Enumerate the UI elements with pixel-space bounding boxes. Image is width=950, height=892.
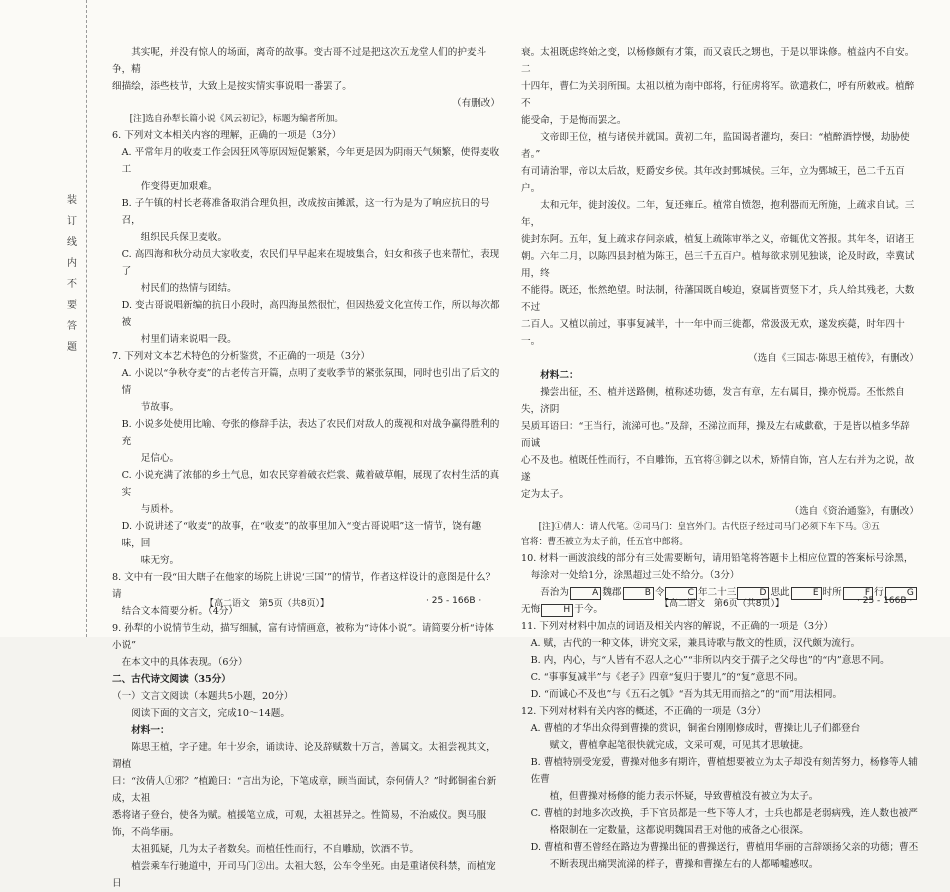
left-text-line: 材料一：: [131, 725, 170, 736]
left-text-line: 与质朴。: [140, 504, 180, 515]
boxes-text-segment: 于今。: [574, 604, 603, 615]
boxes-text-segment: 无悔: [521, 604, 541, 615]
right-text-line: 朝。六年二月，以陈四县封植为陈王，邑三千五百户。植每欲求别见独谈，论及时政，幸冀试用，终: [521, 251, 915, 279]
left-text-line: 9. 孙犁的小说情节生动，描写细腻，富有诗情画意，被称为“诗体小说”。请简要分析“诗体小说”: [112, 623, 494, 651]
left-text-line: 太祖狐疑，几为太子者数矣。而植任性而行，不自雕励，饮酒不节。: [131, 844, 419, 855]
left-text-line: 阅读下面的文言文，完成10～14题。: [131, 708, 290, 719]
left-text-line: 组织民兵保卫麦收。: [140, 232, 228, 243]
right-text-line: 官将：曹丕被立为太子前，任五官中郎将。: [521, 537, 689, 547]
left-text-line: A. 小说以“争秋夺麦”的古老传言开篇，点明了麦收季节的紧张氛围，同时也引出了后文的情: [121, 368, 500, 396]
left-text-line: 其实呢，并没有惊人的场面，离奇的故事。变古哥不过是把这次五龙堂人们的护麦斗争，精: [112, 47, 487, 75]
left-text-line: B. 小说多处使用比喻、夸张的修辞手法，表达了农民们对敌人的蔑视和对战争赢得胜利的充: [121, 419, 500, 447]
left-text-line: 植尝乘车行驰道中，开司马门②出。太祖大怒，公车令坐死。由是重诸侯科禁，而植宠日: [112, 861, 496, 889]
boxes-text-segment: 时所: [822, 587, 842, 598]
boxes-text-segment: 年二十三: [697, 587, 737, 598]
answer-option-box[interactable]: B: [623, 587, 654, 600]
right-text-line: （选自《资治通鉴》，有删改）: [789, 506, 919, 517]
left-text-line: 陈思王植，字子建。年十岁余，诵读诗、论及辞赋数十万言，善属文。太祖尝视其文，谓植: [112, 742, 496, 770]
right-text-line: 衰。太祖既虑终始之变，以杨修颇有才策，而又袁氏之甥也，于是以罪诛修。植益内不自安。二: [521, 47, 915, 75]
boxes-text-segment: 魏郡: [602, 587, 622, 598]
right-text-line: （选自《三国志·陈思王植传》，有删改）: [748, 353, 919, 364]
footer-right-code: · 25 - 166B ·: [857, 596, 913, 606]
boxes-text-segment: 令: [654, 587, 665, 598]
right-text-line: 二百人。又植以前过，事事复减半，十一年中而三徙都，常汲汲无欢，遂发疾薨，时年四十一。: [521, 319, 905, 347]
answer-option-box[interactable]: E: [791, 587, 822, 600]
left-text-line: [注]选自孙犁长篇小说《风云初记》，标题为编者所加。: [129, 114, 344, 124]
right-text-line: 植，但曹操对杨修的能力表示怀疑，导致曹植没有被立为太子。: [549, 791, 819, 802]
left-text-line: 二、古代诗文阅读（35分）: [112, 674, 231, 685]
left-text-line: 村民们的热情与团结。: [140, 283, 237, 294]
right-text-line: 赋文，曹植拿起笔很快就完成，文采可观，可见其才思敏捷。: [549, 740, 809, 751]
right-text-line: 格限制在一定数量，这都说明魏国君王对他的戒备之心很深。: [549, 825, 809, 836]
boxes-text-segment: 思此: [770, 587, 790, 598]
right-text-line: 十四年，曹仁为关羽所围。太祖以植为南中郎将，行征虏将军。欲遣救仁，呼有所敕戒。植醉不: [521, 81, 915, 109]
right-text-line: 操尝出征，丕、植并送路侧，植称述功德，发言有章，左右属目，操亦悦焉。丕怅然自失，济阴: [521, 387, 905, 415]
right-text-line: 心不及也。植既任性而行，不自雕饰，五官将③御之以术，矫情自饰，宫人左右并为之说，故遂: [521, 455, 915, 483]
answer-option-box[interactable]: G: [885, 587, 917, 600]
left-text-line: A. 平常年月的收麦工作会因狂风等原因短促繁紧，今年更是因为阴雨天气频繁，使得麦收工: [121, 147, 500, 175]
binding-margin: [0, 0, 108, 637]
left-text-line: C. 高四海和秋分动员大家收麦，农民们早早起来在堤坡集合，妇女和孩子也来帮忙，表现了: [121, 249, 500, 277]
left-text-line: （一）文言文阅读（本题共5小题，20分）: [112, 691, 294, 702]
left-text-line: 味无穷。: [140, 555, 180, 566]
footer-left-label: 【高二语文 第5页（共8页）】: [205, 599, 329, 609]
right-text-line: 徙封东阿。五年，复上疏求存问亲戚，植复上疏陈审举之义，帝辄优文答报。其年冬，诏诸王: [521, 234, 915, 245]
left-text-line: 细描绘，添些枝节，大致上是按实情实事说唱一番罢了。: [112, 81, 352, 92]
left-text-line: 结合文本简要分析。（4分）: [121, 606, 239, 617]
left-text-line: 作变得更加艰难。: [140, 181, 218, 192]
right-text-line: 文帝即王位，植与诸侯并就国。黄初二年，监国谒者灌均，奏曰：“植醉酒悖慢，劫胁使者。”: [521, 132, 910, 160]
answer-option-box[interactable]: D: [737, 587, 769, 600]
left-text-line: 曰：“汝倩人①邪？”植跪曰：“言出为论，下笔成章，顾当面试，奈何倩人？”时邺铜雀台新成，太祖: [112, 776, 497, 804]
left-text-line: D. 变古哥说唱新编的抗日小段时，高四海虽然很忙，但因热爱文化宣传工作，所以每次都被: [121, 300, 500, 328]
boxes-text-segment: 行: [874, 587, 884, 598]
left-text-line: 6. 下列对文本相关内容的理解，正确的一项是（3分）: [112, 130, 342, 141]
answer-option-box[interactable]: C: [665, 587, 696, 600]
binding-dashed-line: [86, 0, 87, 637]
right-text-line: C. 曹植的封地多次改换，手下官员都是一些下等人才，士兵也都是老弱病残，连人数也被严: [530, 808, 918, 819]
right-text-line: 11. 下列对材料中加点的词语及相关内容的解说，不正确的一项是（3分）: [521, 621, 834, 632]
left-column: [112, 44, 500, 892]
left-text-line: D. 小说讲述了“收麦”的故事，在“收麦”的故事里加入“变古哥说唱”这一情节，饶有趣味，回: [121, 521, 482, 549]
right-text-line: A. 赋，古代的一种文体，讲究文采，兼具诗歌与散文的性质，汉代颇为流行。: [530, 638, 861, 649]
left-text-line: 8. 文中有一段“田大瞎子在他家的场院上讲说‘三国’”的情节，作者这样设计的意图是什么？请: [112, 572, 496, 600]
right-text-line: 每涂对一处给1分，涂黑超过三处不给分。（3分）: [530, 570, 740, 581]
binding-warning: 装 订 线 内 不 要 答 题: [67, 195, 77, 353]
boxes-prefix: 吾治为: [540, 587, 569, 598]
left-text-line: B. 子午镇的村长老蒋准备取消合理负担，改成按亩摊派，这一行为是为了响应抗日的号召，: [121, 198, 490, 226]
answer-option-box[interactable]: A: [570, 587, 601, 600]
right-text-line: 能受命，于是悔而罢之。: [521, 115, 627, 126]
left-text-line: 在本文中的具体表现。（6分）: [121, 657, 248, 668]
left-text-line: 足信心。: [140, 453, 180, 464]
right-text-line: 10. 材料一画波浪线的部分有三处需要断句，请用铅笔将答题卡上相应位置的答案标号涂黑，: [521, 553, 914, 564]
left-text-line: C. 小说充满了浓郁的乡土气息，如农民穿着破衣烂裳、戴着破草帽，展现了农村生活的真实: [121, 470, 500, 498]
right-text-line: 不能得。既还，怅然绝望。时法制，待藩国既自峻迫，寮属皆贾竖下才，兵人给其残老，大数不过: [521, 285, 915, 313]
left-text-line: 7. 下列对文本艺术特色的分析鉴赏，不正确的一项是（3分）: [112, 351, 371, 362]
footer-right-label: 【高二语文 第6页（共8页）】: [660, 599, 784, 609]
right-text-line: 吴质耳语曰：“王当行，流涕可也。”及辞，丕涕泣而拜，操及左右咸歔欷，于是皆以植多华辞而诚: [521, 421, 910, 449]
right-text-line: B. 曹植特别受宠爱，曹操对他多有期许，曹植想要被立为太子却没有刻苦努力，杨修等人辅佐曹: [530, 757, 918, 785]
left-text-line: （有删改）: [452, 98, 500, 109]
right-text-line: 有司请治罪，帝以太后故，贬爵安乡侯。其年改封鄄城侯。三年，立为鄄城王，邑二千五百户。: [521, 166, 905, 194]
left-text-line: 节故事。: [140, 402, 180, 413]
footer-left-code: · 25 - 166B ·: [426, 596, 482, 606]
right-text-line: C. “事事复减半”与《老子》四章“复归于婴儿”的“复”意思不同。: [530, 672, 804, 683]
right-text-line: D. “而诚心不及也”与《五石之瓠》“吾为其无用而掊之”的“而”用法相同。: [530, 689, 843, 700]
right-text-line: 12. 下列对材料有关内容的概述，不正确的一项是（3分）: [521, 706, 767, 717]
right-text-line: [注]①倩人：请人代笔。②司马门：皇宫外门。古代臣子经过司马门必须下车下马。③五: [538, 522, 880, 532]
right-text-line: 不断表现出痛哭流涕的样子，曹操和曹操左右的人都唏嘘感叹。: [549, 859, 819, 870]
right-text-line: 太和元年，徙封浚仪。二年，复还雍丘。植常自愤怨，抱利器而无所施，上疏求自试。三年，: [521, 200, 915, 228]
answer-option-box[interactable]: F: [843, 587, 873, 600]
answer-option-box[interactable]: H: [541, 604, 573, 617]
right-text-line: D. 曹植和曹丕曾经在路边为曹操出征的曹操送行，曹植用华丽的言辞颂扬父亲的功德；曹丕: [530, 842, 919, 853]
right-text-line: A. 曹植的才华出众得到曹操的赏识，铜雀台刚刚修成时，曹操让儿子们都登台: [530, 723, 861, 734]
right-text-line: 定为太子。: [521, 489, 569, 500]
right-text-line: 材料二：: [540, 370, 579, 381]
right-column: [521, 44, 919, 873]
right-text-line: B. 内，内心，与“人皆有不忍人之心”“非所以内交于孺子之父母也”的“内”意思不同。: [530, 655, 890, 666]
left-text-line: 村里们请来说唱一段。: [140, 334, 237, 345]
left-text-line: 悉将诸子登台，使各为赋。植援笔立成，可观，太祖甚异之。性简易，不治威仪。舆马服饰，不尚华丽。: [112, 810, 487, 838]
